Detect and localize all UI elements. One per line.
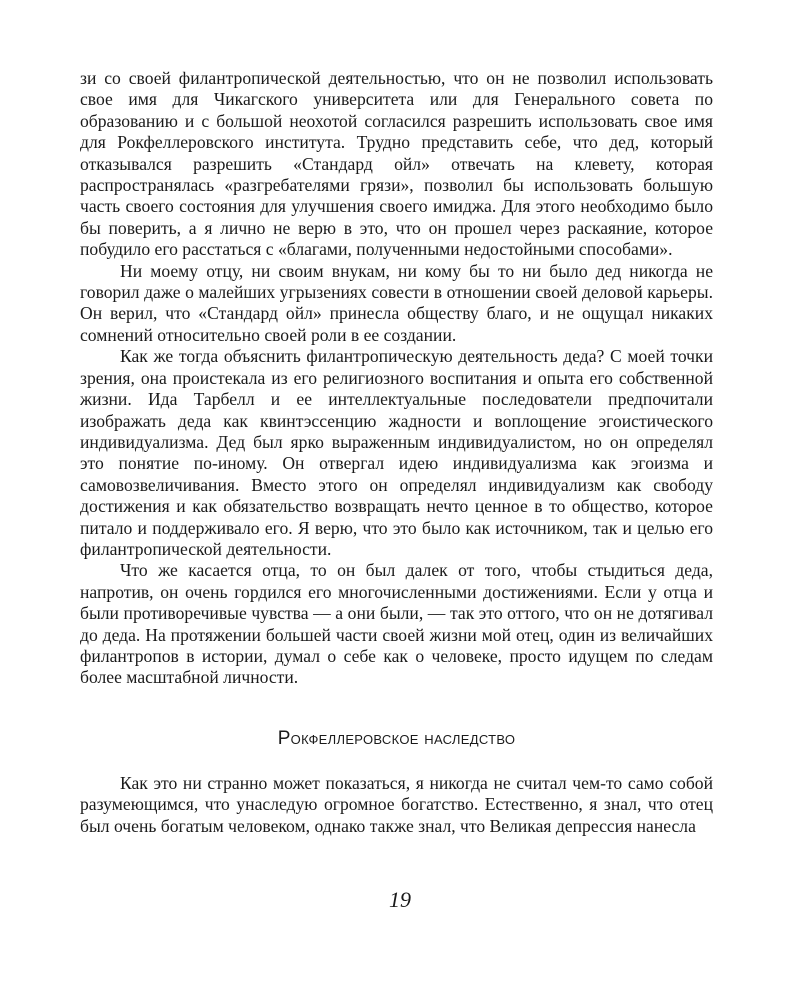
paragraph-philanthropy-explanation: Как же тогда объяснить филантропическую деятельность деда? С моей точки зрения, она проистекала из его религиозного воспитания и опыта его собственной жизни. Ида Тарбелл и ее интеллектуальные последователи предпочитали изображать деда как квинтэссенцию жадности и воплощение эгоистического индивидуализма. Дед был ярко выраженным индивидуалистом, но он определял это понятие по-иному. Он отвергал идею индивидуализма как эгоизма и самовозвеличивания. Вместо этого он определял индивидуализм как свободу достижения и как обязательство возвращать нечто ценное в то общество, которое питало и поддерживало его. Я верю, что это было как источником, так и целью его филантропической деятельности. [80,346,713,559]
page-number: 19 [389,887,411,912]
paragraph-continued: зи со своей филантропической деятельностью, что он не позволил использовать свое имя для Чикагского университета или для Генерального совета по образованию и с большой неохотой согласился разрешить использовать свое имя для Рокфеллеровского института. Трудно представить себе, что дед, который отказывался разрешить «Стандард ойл» отвечать на клевету, которая распространялась «разгребателями грязи», позволил бы использовать большую часть своего состояния для улучшения своего имиджа. Для этого необходимо было бы поверить, а я лично не верю в это, что он прошел через раскаяние, которое побудило его расстаться с «благами, полученными недостойными способами». [80,68,713,260]
paragraph-father-pride: Что же касается отца, то он был далек от того, чтобы стыдиться деда, напротив, он очень гордился его многочисленными достижениями. Если у отца и были противоречивые чувства — а они были, — так это оттого, что он не дотягивал до деда. На протяжении большей части своей жизни мой отец, один из величайших филантропов в истории, думал о себе как о человеке, просто идущем по следам более масштабной личности. [80,560,713,688]
page-body [80,68,713,837]
paragraph-inheritance: Как это ни странно может показаться, я никогда не считал чем-то само собой разумеющимся, что унаследую огромное богатство. Естественно, я знал, что отец был очень богатым человеком, однако также знал, что Великая депрессия нанесла [80,772,713,836]
section-heading: Рокфеллеровское наследство [277,727,516,749]
paragraph-father-remorse: Ни моему отцу, ни своим внукам, ни кому бы то ни было дед никогда не говорил даже о малейших угрызениях совести в отношении своей деловой карьеры. Он верил, что «Стандард ойл» принесла обществу благо, и не ощущал никаких сомнений относительно своей роли в ее создании. [80,260,713,345]
